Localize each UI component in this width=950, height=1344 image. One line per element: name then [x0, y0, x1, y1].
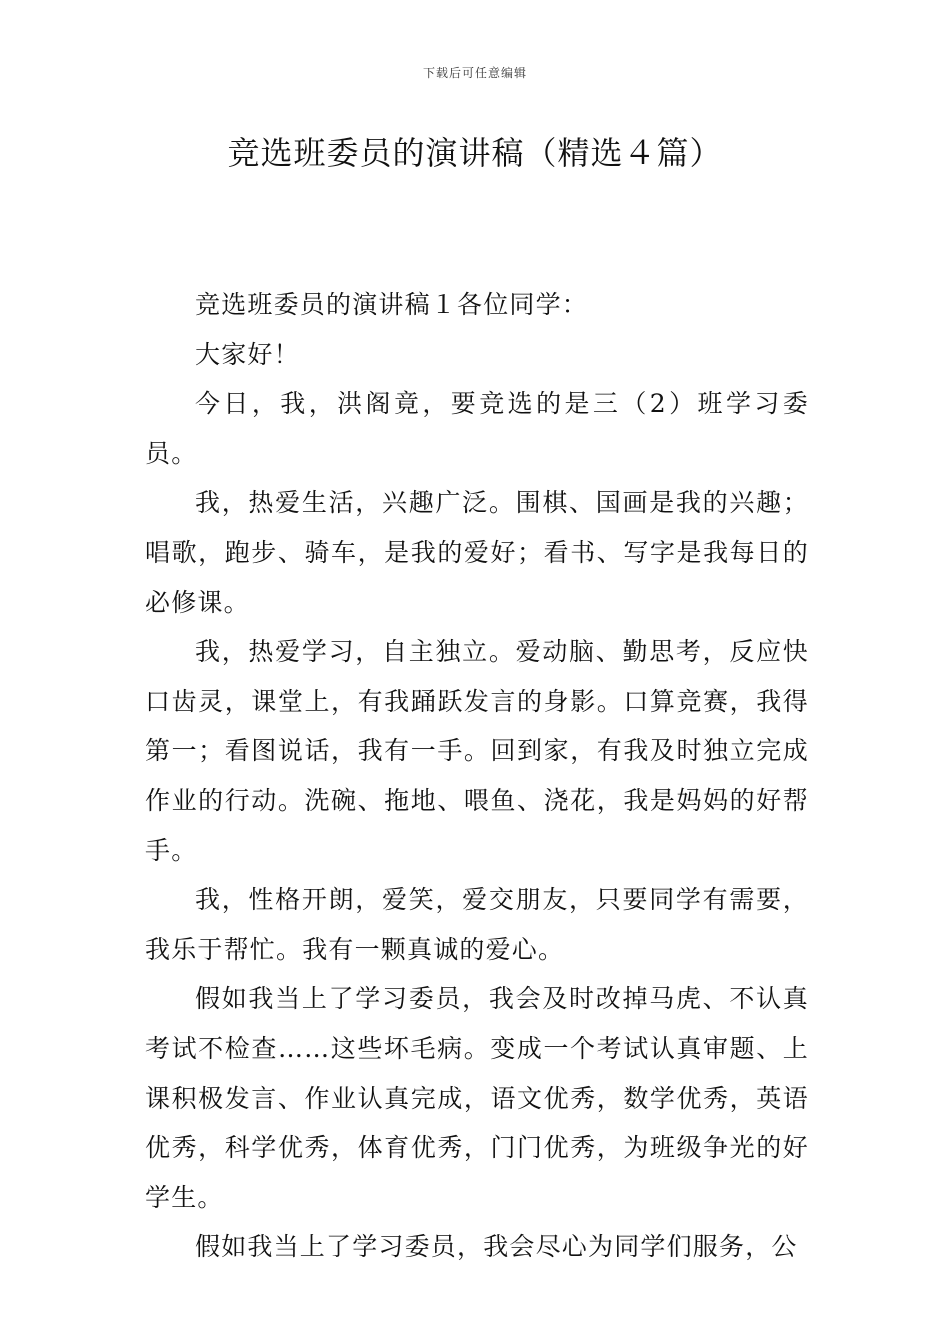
document-body — [145, 280, 809, 1272]
document-title: 竞选班委员的演讲稿（精选４篇） — [227, 134, 723, 172]
paragraph: 我，性格开朗，爱笑，爱交朋友，只要同学有需要，我乐于帮忙。我有一颗真诚的爱心。 — [145, 885, 809, 964]
paragraph: 我，热爱生活，兴趣广泛。围棋、国画是我的兴趣；唱歌，跑步、骑车，是我的爱好；看书、写字是我每日的必修课。 — [145, 488, 809, 617]
paragraph: 大家好！ — [195, 339, 300, 369]
paragraph: 竞选班委员的演讲稿１各位同学： — [195, 290, 589, 319]
paragraph: 今日，我，洪阁竟，要竞选的是三（2）班学习委员。 — [145, 389, 809, 468]
paragraph: 假如我当上了学习委员，我会尽心为同学们服务，公 — [195, 1232, 798, 1262]
paragraph: 我，热爱学习，自主独立。爱动脑、勤思考，反应快口齿灵，课堂上，有我踊跃发言的身影。口算竞赛，我得第一；看图说话，我有一手。回到家，有我及时独立完成作业的行动。洗碗、拖地、喂鱼、浇花，我是妈妈的好帮手。 — [145, 637, 809, 865]
paragraph: 假如我当上了学习委员，我会及时改掉马虎、不认真考试不检查……这些坏毛病。变成一个考试认真审题、上课积极发言、作业认真完成，语文优秀，数学优秀，英语优秀，科学优秀，体育优秀，门门优秀，为班级争光的好学生。 — [145, 984, 809, 1212]
header-note: 下载后可任意编辑 — [422, 66, 527, 80]
